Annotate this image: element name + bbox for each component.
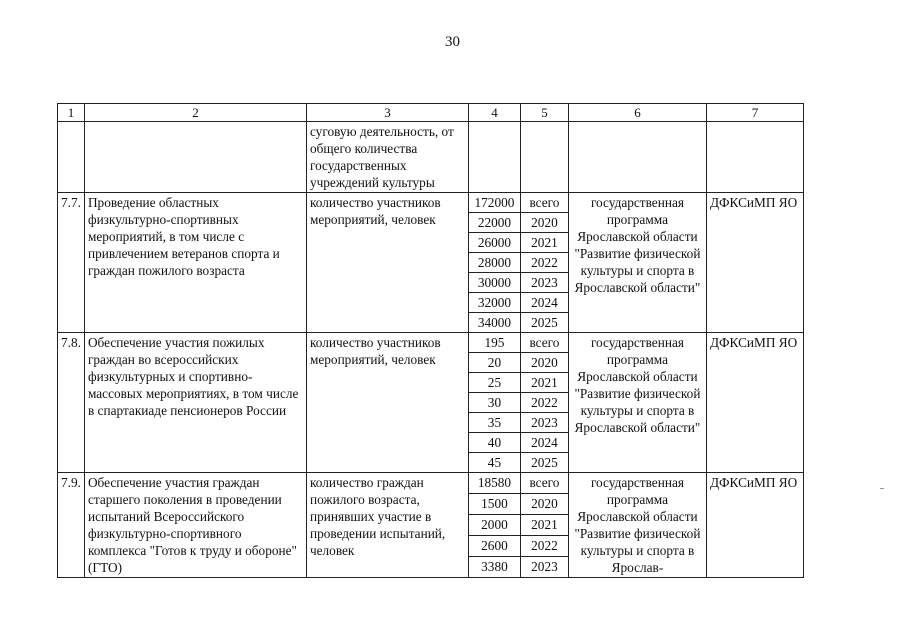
continuation-row: [58, 122, 804, 193]
value-cell: 25: [468, 373, 520, 393]
indicator-cell: суговую деятельность, от общего количества государственных учреждений культуры: [306, 122, 468, 193]
cell: [568, 122, 706, 193]
year-cell: всего: [520, 193, 568, 213]
event-cell: Обеспечение участия пожилых граждан во всероссийских физкультурных и спортивно-массовых мероприятиях, в том числе в спартакиаде пенсионеров России: [84, 333, 306, 473]
header-cell: 7: [706, 104, 803, 122]
year-cell: 2024: [520, 433, 568, 453]
value-cell: 2600: [468, 536, 520, 557]
year-cell: 2020: [520, 213, 568, 233]
executor-cell: ДФКСиМП ЯО: [706, 333, 803, 473]
value-cell: 30: [468, 393, 520, 413]
value-cell: 195: [468, 333, 520, 353]
value-cell: 32000: [468, 293, 520, 313]
value-cell: 172000: [468, 193, 520, 213]
value-cell: 35: [468, 413, 520, 433]
event-cell: Обеспечение участия граждан старшего поколения в проведении испытаний Всероссийского физкультурно-спортивного комплекса "Готов к труду и обороне" (ГТО): [84, 473, 306, 578]
year-cell: 2021: [520, 515, 568, 536]
value-cell: 26000: [468, 233, 520, 253]
value-cell: 3380: [468, 557, 520, 578]
event-cell: Проведение областных физкультурно-спортивных мероприятий, в том числе с привлечением ветеранов спорта и граждан пожилого возраста: [84, 193, 306, 333]
executor-cell: ДФКСиМП ЯО: [706, 473, 803, 578]
year-cell: 2022: [520, 253, 568, 273]
row-number: 7.7.: [58, 193, 85, 333]
scan-mark: [880, 488, 884, 489]
year-cell: 2023: [520, 273, 568, 293]
header-cell: 6: [568, 104, 706, 122]
year-cell: 2020: [520, 353, 568, 373]
row-number: 7.8.: [58, 333, 85, 473]
table-row: [58, 193, 804, 213]
program-table: [57, 103, 804, 578]
table-row: [58, 473, 804, 494]
value-cell: 2000: [468, 515, 520, 536]
executor-cell: ДФКСиМП ЯО: [706, 193, 803, 333]
cell: [468, 122, 520, 193]
cell: [520, 122, 568, 193]
year-cell: 2025: [520, 453, 568, 473]
value-cell: 40: [468, 433, 520, 453]
page-number: 30: [445, 34, 460, 50]
cell: [706, 122, 803, 193]
year-cell: 2021: [520, 233, 568, 253]
source-cell: государственная программа Ярославской области "Развитие физической культуры и спорта в Ярослав-: [568, 473, 706, 578]
source-cell: государственная программа Ярославской области "Развитие физической культуры и спорта в Ярославской области": [568, 193, 706, 333]
year-cell: 2023: [520, 557, 568, 578]
header-cell: 1: [58, 104, 85, 122]
year-cell: всего: [520, 333, 568, 353]
cell: [58, 122, 85, 193]
year-cell: 2022: [520, 536, 568, 557]
header-cell: 4: [468, 104, 520, 122]
indicator-cell: количество граждан пожилого возраста, принявших участие в проведении испытаний, человек: [306, 473, 468, 578]
value-cell: 34000: [468, 313, 520, 333]
indicator-cell: количество участников мероприятий, человек: [306, 333, 468, 473]
year-cell: 2024: [520, 293, 568, 313]
table-header-row: [58, 104, 804, 122]
indicator-cell: количество участников мероприятий, человек: [306, 193, 468, 333]
source-cell: государственная программа Ярославской области "Развитие физической культуры и спорта в Ярославской области": [568, 333, 706, 473]
row-number: 7.9.: [58, 473, 85, 578]
year-cell: 2025: [520, 313, 568, 333]
year-cell: 2020: [520, 494, 568, 515]
header-cell: 5: [520, 104, 568, 122]
value-cell: 20: [468, 353, 520, 373]
header-cell: 3: [306, 104, 468, 122]
value-cell: 28000: [468, 253, 520, 273]
value-cell: 45: [468, 453, 520, 473]
header-cell: 2: [84, 104, 306, 122]
table-row: [58, 333, 804, 353]
year-cell: 2021: [520, 373, 568, 393]
cell: [84, 122, 306, 193]
value-cell: 18580: [468, 473, 520, 494]
year-cell: 2022: [520, 393, 568, 413]
value-cell: 30000: [468, 273, 520, 293]
year-cell: всего: [520, 473, 568, 494]
year-cell: 2023: [520, 413, 568, 433]
value-cell: 22000: [468, 213, 520, 233]
value-cell: 1500: [468, 494, 520, 515]
